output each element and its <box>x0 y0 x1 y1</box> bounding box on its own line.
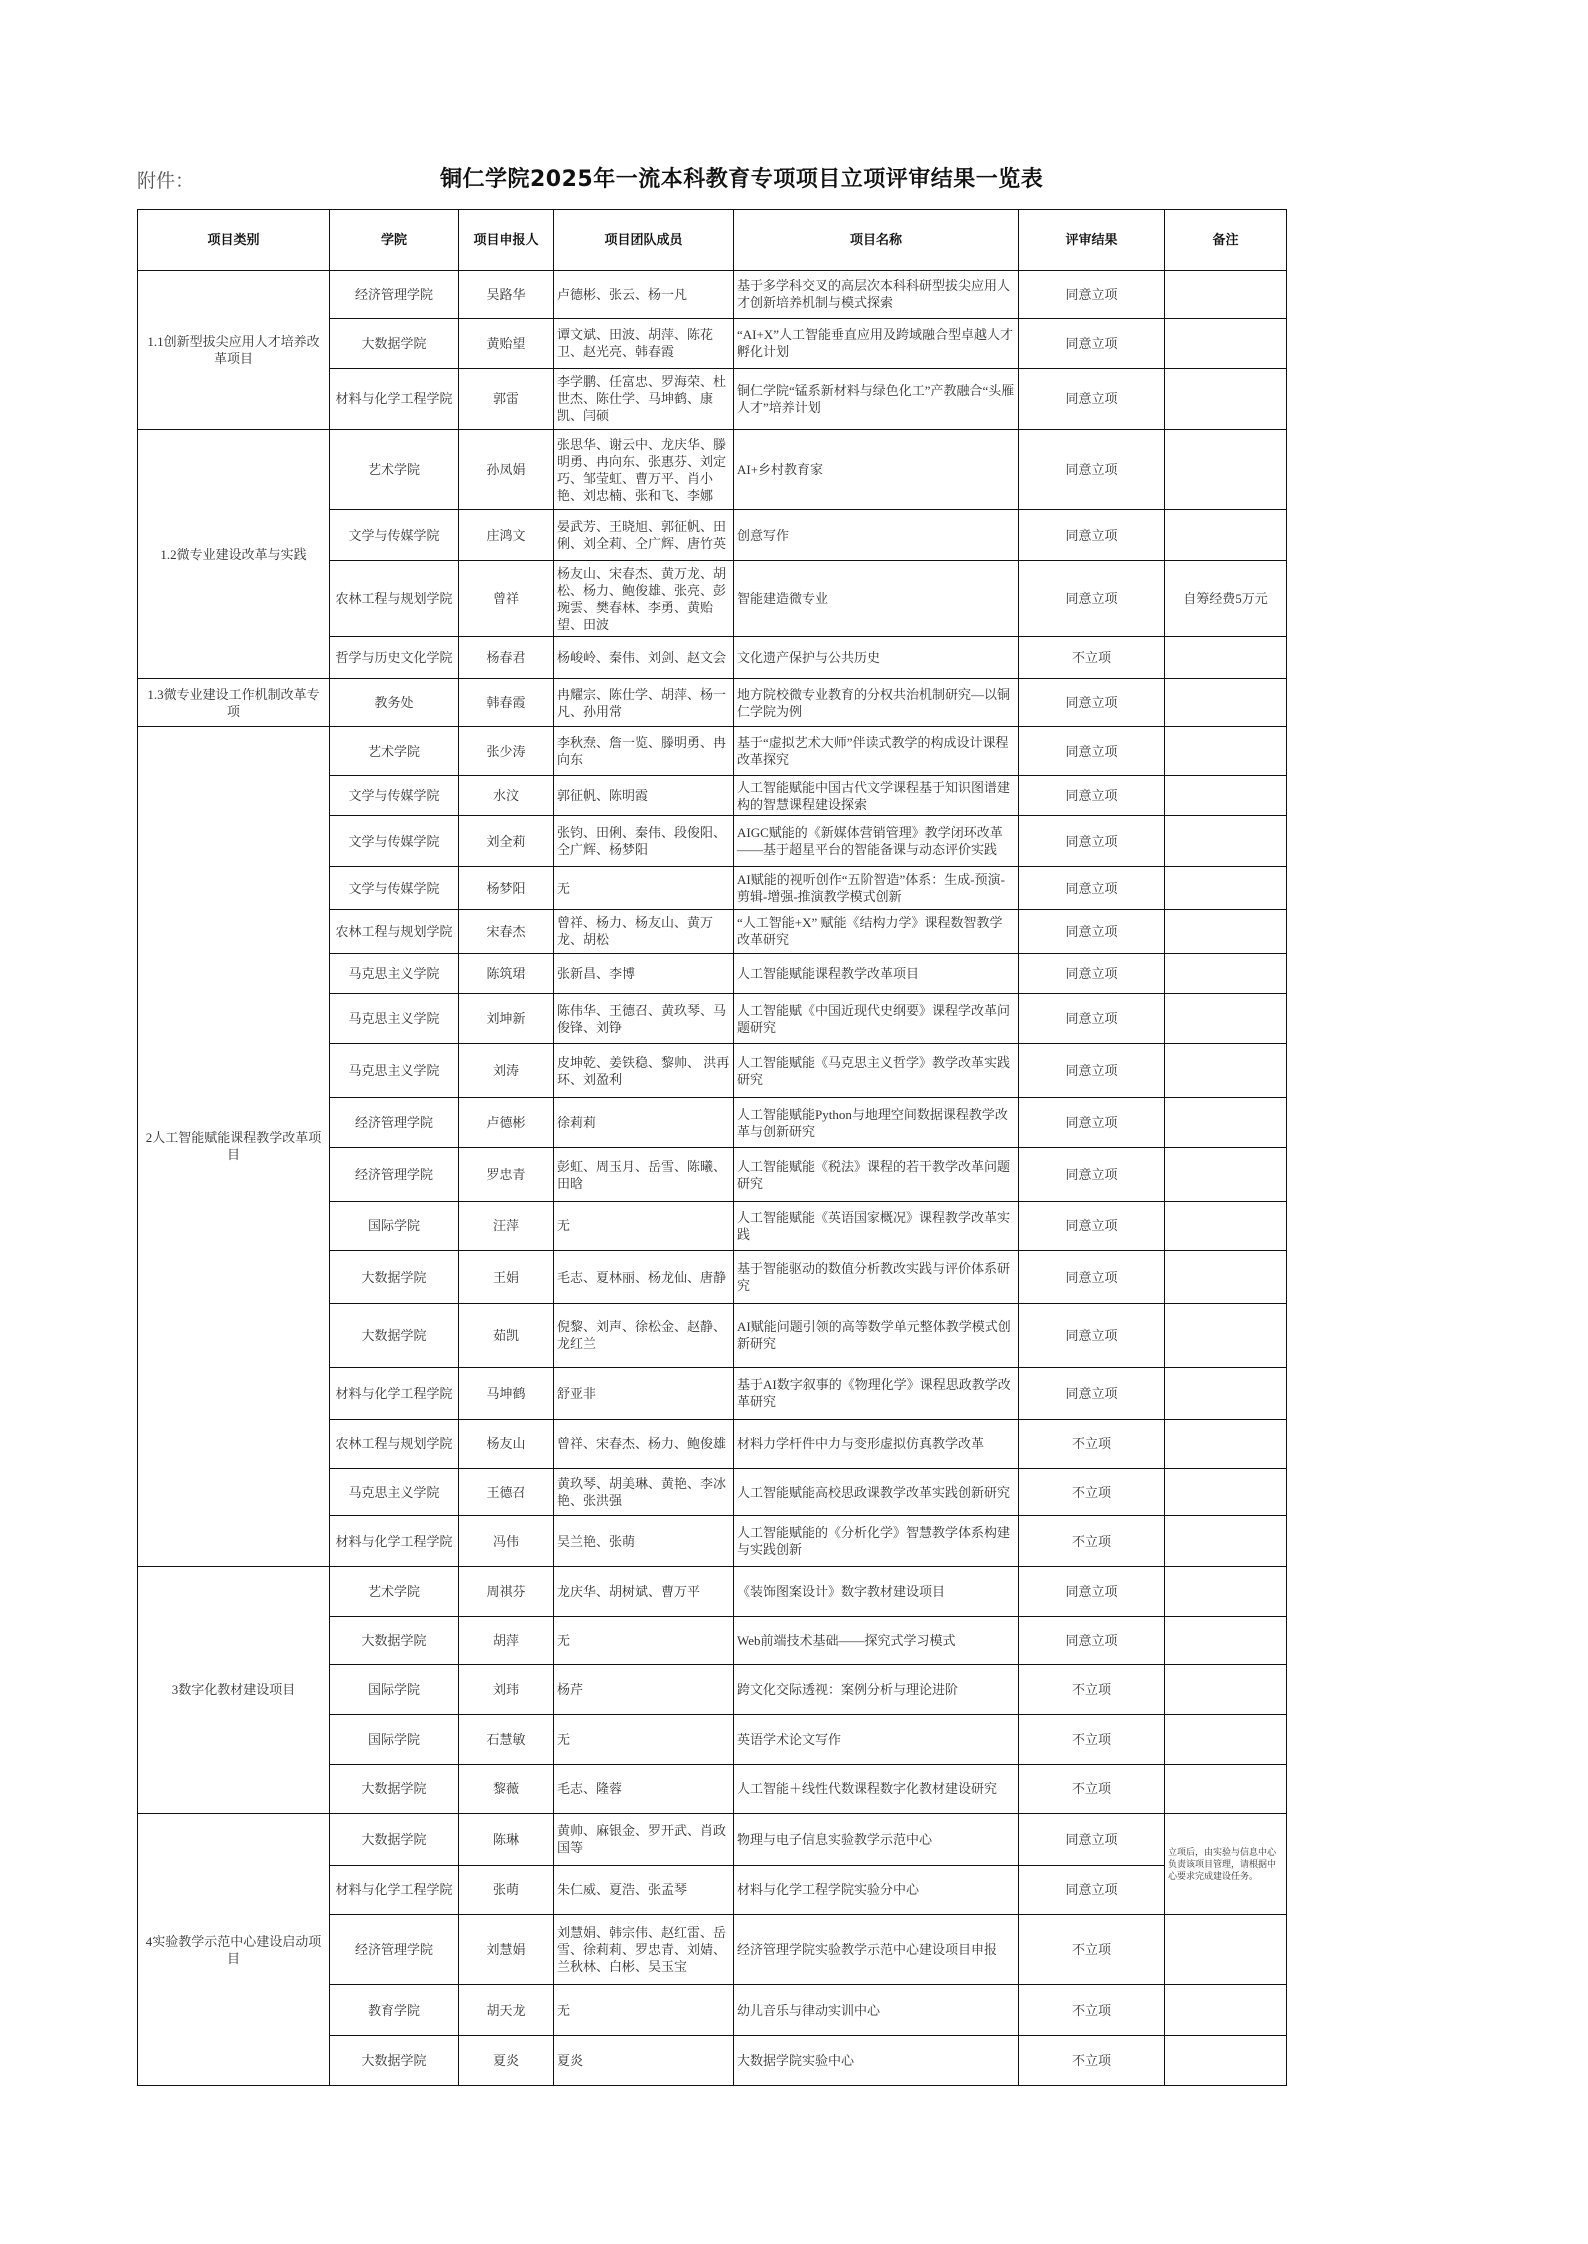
college-cell: 文学与传媒学院 <box>330 816 459 867</box>
members-cell: 李秋焘、詹一览、滕明勇、冉向东 <box>554 726 734 775</box>
note-cell <box>1165 910 1287 953</box>
college-cell: 经济管理学院 <box>330 271 459 319</box>
project-name-cell: 人工智能赋能《税法》课程的若干教学改革问题研究 <box>734 1148 1019 1201</box>
college-cell: 经济管理学院 <box>330 1097 459 1148</box>
project-name-cell: 铜仁学院“锰系新材料与绿色化工”产教融合“头雁人才”培养计划 <box>734 369 1019 430</box>
note-cell <box>1165 1617 1287 1665</box>
project-name-cell: 大数据学院实验中心 <box>734 2035 1019 2086</box>
page-title: 铜仁学院2025年一流本科教育专项项目立项评审结果一览表 <box>440 167 1044 192</box>
note-cell <box>1165 726 1287 775</box>
members-cell: 无 <box>554 1715 734 1764</box>
table-row <box>138 429 1287 510</box>
note-cell: 立项后，由实验与信息中心负责该项目管理，请根据中心要求完成建设任务。 <box>1165 1813 1287 1914</box>
members-cell: 毛志、夏林丽、杨龙仙、唐静 <box>554 1250 734 1303</box>
result-cell: 同意立项 <box>1019 1813 1165 1865</box>
members-cell: 黄玖琴、胡美琳、黄艳、李冰艳、张洪强 <box>554 1468 734 1516</box>
applicant-cell: 韩春霞 <box>459 679 554 727</box>
result-cell: 同意立项 <box>1019 1566 1165 1617</box>
result-cell: 同意立项 <box>1019 816 1165 867</box>
result-cell: 同意立项 <box>1019 1148 1165 1201</box>
result-cell: 同意立项 <box>1019 560 1165 637</box>
applicant-cell: 刘慧娟 <box>459 1914 554 1985</box>
applicant-cell: 胡天龙 <box>459 1985 554 2036</box>
result-cell: 同意立项 <box>1019 1201 1165 1250</box>
note-cell <box>1165 1367 1287 1419</box>
members-cell: 皮坤乾、姜铁稳、黎帅、 洪再环、刘盈利 <box>554 1044 734 1097</box>
category-cell: 1.1创新型拔尖应用人才培养改革项目 <box>138 271 330 430</box>
members-cell: 彭虹、周玉月、岳雪、陈曦、田晗 <box>554 1148 734 1201</box>
applicant-cell: 郭雷 <box>459 369 554 430</box>
result-cell: 同意立项 <box>1019 953 1165 993</box>
members-cell: 毛志、隆蓉 <box>554 1764 734 1813</box>
project-name-cell: 人工智能赋能《英语国家概况》课程教学改革实践 <box>734 1201 1019 1250</box>
members-cell: 张钧、田俐、秦伟、段俊阳、仝广辉、杨梦阳 <box>554 816 734 867</box>
note-cell <box>1165 318 1287 369</box>
applicant-cell: 黄贻望 <box>459 318 554 369</box>
result-cell: 同意立项 <box>1019 318 1165 369</box>
members-cell: 杨芹 <box>554 1664 734 1715</box>
college-cell: 艺术学院 <box>330 1566 459 1617</box>
header-note: 备注 <box>1165 210 1287 271</box>
table-row <box>138 679 1287 727</box>
header-applicant: 项目申报人 <box>459 210 554 271</box>
college-cell: 国际学院 <box>330 1715 459 1764</box>
members-cell: 张思华、谢云中、龙庆华、滕明勇、冉向东、张惠芬、刘定巧、邹莹虹、曹万平、肖小艳、刘忠楠、张和飞、李娜 <box>554 429 734 510</box>
members-cell: 无 <box>554 1201 734 1250</box>
result-cell: 同意立项 <box>1019 1617 1165 1665</box>
applicant-cell: 吴路华 <box>459 271 554 319</box>
college-cell: 教务处 <box>330 679 459 727</box>
result-cell: 不立项 <box>1019 637 1165 679</box>
members-cell: 晏武芳、王晓旭、郭征帆、田俐、刘全莉、仝广辉、唐竹英 <box>554 510 734 561</box>
members-cell: 朱仁威、夏浩、张孟琴 <box>554 1865 734 1914</box>
project-name-cell: 创意写作 <box>734 510 1019 561</box>
applicant-cell: 胡萍 <box>459 1617 554 1665</box>
applicant-cell: 宋春杰 <box>459 910 554 953</box>
college-cell: 经济管理学院 <box>330 1914 459 1985</box>
applicant-cell: 冯伟 <box>459 1516 554 1567</box>
project-name-cell: “AI+X”人工智能垂直应用及跨域融合型卓越人才孵化计划 <box>734 318 1019 369</box>
note-cell: 自筹经费5万元 <box>1165 560 1287 637</box>
note-cell <box>1165 816 1287 867</box>
note-cell <box>1165 1201 1287 1250</box>
result-cell: 不立项 <box>1019 1516 1165 1567</box>
result-cell: 同意立项 <box>1019 1044 1165 1097</box>
project-name-cell: 人工智能赋能中国古代文学课程基于知识图谱建构的智慧课程建设探索 <box>734 776 1019 816</box>
applicant-cell: 罗忠青 <box>459 1148 554 1201</box>
project-name-cell: 文化遗产保护与公共历史 <box>734 637 1019 679</box>
applicant-cell: 杨友山 <box>459 1419 554 1468</box>
project-name-cell: 经济管理学院实验教学示范中心建设项目申报 <box>734 1914 1019 1985</box>
category-cell: 4实验教学示范中心建设启动项目 <box>138 1813 330 2086</box>
note-cell <box>1165 679 1287 727</box>
college-cell: 马克思主义学院 <box>330 953 459 993</box>
applicant-cell: 刘涛 <box>459 1044 554 1097</box>
project-name-cell: 人工智能赋《中国近现代史纲要》课程学改革问题研究 <box>734 993 1019 1044</box>
header-project: 项目名称 <box>734 210 1019 271</box>
college-cell: 教育学院 <box>330 1985 459 2036</box>
college-cell: 材料与化学工程学院 <box>330 369 459 430</box>
members-cell: 郭征帆、陈明霞 <box>554 776 734 816</box>
project-name-cell: 人工智能赋能Python与地理空间数据课程教学改革与创新研究 <box>734 1097 1019 1148</box>
members-cell: 冉耀宗、陈仕学、胡萍、杨一凡、孙用常 <box>554 679 734 727</box>
result-cell: 同意立项 <box>1019 1367 1165 1419</box>
project-name-cell: 基于智能驱动的数值分析教改实践与评价体系研究 <box>734 1250 1019 1303</box>
table-row <box>138 1566 1287 1617</box>
note-cell <box>1165 1468 1287 1516</box>
members-cell: 刘慧娟、韩宗伟、赵红雷、岳雪、徐莉莉、罗忠青、刘婧、兰秋林、白彬、吴玉宝 <box>554 1914 734 1985</box>
project-name-cell: AI+乡村教育家 <box>734 429 1019 510</box>
applicant-cell: 张萌 <box>459 1865 554 1914</box>
college-cell: 农林工程与规划学院 <box>330 560 459 637</box>
note-cell <box>1165 993 1287 1044</box>
project-name-cell: 幼儿音乐与律动实训中心 <box>734 1985 1019 2036</box>
college-cell: 农林工程与规划学院 <box>330 1419 459 1468</box>
header-result: 评审结果 <box>1019 210 1165 271</box>
college-cell: 文学与传媒学院 <box>330 510 459 561</box>
members-cell: 徐莉莉 <box>554 1097 734 1148</box>
college-cell: 大数据学院 <box>330 2035 459 2086</box>
members-cell: 无 <box>554 1985 734 2036</box>
members-cell: 舒亚非 <box>554 1367 734 1419</box>
applicant-cell: 卢德彬 <box>459 1097 554 1148</box>
table-row <box>138 726 1287 775</box>
college-cell: 材料与化学工程学院 <box>330 1865 459 1914</box>
note-cell <box>1165 1914 1287 1985</box>
project-name-cell: Web前端技术基础——探究式学习模式 <box>734 1617 1019 1665</box>
note-cell <box>1165 1516 1287 1567</box>
applicant-cell: 陈琳 <box>459 1813 554 1865</box>
project-name-cell: 人工智能赋能高校思政课教学改革实践创新研究 <box>734 1468 1019 1516</box>
project-name-cell: 人工智能赋能课程教学改革项目 <box>734 953 1019 993</box>
note-cell <box>1165 1664 1287 1715</box>
members-cell: 无 <box>554 866 734 909</box>
members-cell: 吴兰艳、张萌 <box>554 1516 734 1567</box>
project-name-cell: 英语学术论文写作 <box>734 1715 1019 1764</box>
project-name-cell: 基于“虚拟艺术大师”伴读式教学的构成设计课程改革探究 <box>734 726 1019 775</box>
result-cell: 同意立项 <box>1019 1865 1165 1914</box>
applicant-cell: 刘玮 <box>459 1664 554 1715</box>
category-cell: 1.3微专业建设工作机制改革专项 <box>138 679 330 727</box>
result-cell: 不立项 <box>1019 2035 1165 2086</box>
note-cell <box>1165 1566 1287 1617</box>
header-college: 学院 <box>330 210 459 271</box>
category-cell: 1.2微专业建设改革与实践 <box>138 429 330 679</box>
members-cell: 李学鹏、任富忠、罗海荣、杜世杰、陈仕学、马坤鹤、康凯、闫硕 <box>554 369 734 430</box>
note-cell <box>1165 510 1287 561</box>
applicant-cell: 庄鸿文 <box>459 510 554 561</box>
result-cell: 同意立项 <box>1019 726 1165 775</box>
result-cell: 不立项 <box>1019 1715 1165 1764</box>
note-cell <box>1165 1044 1287 1097</box>
college-cell: 农林工程与规划学院 <box>330 910 459 953</box>
header-category: 项目类别 <box>138 210 330 271</box>
college-cell: 文学与传媒学院 <box>330 776 459 816</box>
college-cell: 艺术学院 <box>330 429 459 510</box>
applicant-cell: 王德召 <box>459 1468 554 1516</box>
note-cell <box>1165 429 1287 510</box>
result-cell: 不立项 <box>1019 1419 1165 1468</box>
college-cell: 哲学与历史文化学院 <box>330 637 459 679</box>
project-name-cell: 基于多学科交叉的高层次本科科研型拔尖应用人才创新培养机制与模式探索 <box>734 271 1019 319</box>
members-cell: 夏炎 <box>554 2035 734 2086</box>
members-cell: 杨峻岭、秦伟、刘剑、赵文会 <box>554 637 734 679</box>
applicant-cell: 刘坤新 <box>459 993 554 1044</box>
members-cell: 曾祥、宋春杰、杨力、鲍俊雄 <box>554 1419 734 1468</box>
result-cell: 同意立项 <box>1019 510 1165 561</box>
result-cell: 同意立项 <box>1019 910 1165 953</box>
project-name-cell: 人工智能赋能的《分析化学》智慧教学体系构建与实践创新 <box>734 1516 1019 1567</box>
college-cell: 大数据学院 <box>330 1764 459 1813</box>
result-cell: 不立项 <box>1019 1664 1165 1715</box>
members-cell: 无 <box>554 1617 734 1665</box>
note-cell <box>1165 1985 1287 2036</box>
college-cell: 经济管理学院 <box>330 1148 459 1201</box>
college-cell: 大数据学院 <box>330 318 459 369</box>
result-cell: 同意立项 <box>1019 993 1165 1044</box>
applicant-cell: 黎薇 <box>459 1764 554 1813</box>
college-cell: 马克思主义学院 <box>330 993 459 1044</box>
table-header-row <box>138 210 1287 271</box>
members-cell: 张新昌、李博 <box>554 953 734 993</box>
applicant-cell: 杨梦阳 <box>459 866 554 909</box>
result-cell: 同意立项 <box>1019 1250 1165 1303</box>
members-cell: 陈伟华、王德召、黄玖琴、马俊锋、刘铮 <box>554 993 734 1044</box>
applicant-cell: 马坤鹤 <box>459 1367 554 1419</box>
note-cell <box>1165 866 1287 909</box>
college-cell: 大数据学院 <box>330 1617 459 1665</box>
applicant-cell: 王娟 <box>459 1250 554 1303</box>
project-name-cell: AI赋能的视听创作“五阶智造”体系：生成-预演-剪辑-增强-推演教学模式创新 <box>734 866 1019 909</box>
college-cell: 材料与化学工程学院 <box>330 1367 459 1419</box>
project-name-cell: 人工智能＋线性代数课程数字化教材建设研究 <box>734 1764 1019 1813</box>
result-cell: 同意立项 <box>1019 271 1165 319</box>
note-cell <box>1165 271 1287 319</box>
result-cell: 同意立项 <box>1019 369 1165 430</box>
result-cell: 同意立项 <box>1019 776 1165 816</box>
college-cell: 文学与传媒学院 <box>330 866 459 909</box>
project-name-cell: AIGC赋能的《新媒体营销管理》教学闭环改革——基于超星平台的智能备课与动态评价实践 <box>734 816 1019 867</box>
project-name-cell: 物理与电子信息实验教学示范中心 <box>734 1813 1019 1865</box>
note-cell <box>1165 1764 1287 1813</box>
college-cell: 大数据学院 <box>330 1250 459 1303</box>
college-cell: 艺术学院 <box>330 726 459 775</box>
college-cell: 大数据学院 <box>330 1304 459 1368</box>
project-name-cell: 《装饰图案设计》数字教材建设项目 <box>734 1566 1019 1617</box>
result-cell: 同意立项 <box>1019 866 1165 909</box>
result-cell: 不立项 <box>1019 1468 1165 1516</box>
result-cell: 同意立项 <box>1019 429 1165 510</box>
project-name-cell: 材料力学杆件中力与变形虚拟仿真教学改革 <box>734 1419 1019 1468</box>
project-name-cell: 材料与化学工程学院实验分中心 <box>734 1865 1019 1914</box>
project-name-cell: AI赋能问题引领的高等数学单元整体教学模式创新研究 <box>734 1304 1019 1368</box>
applicant-cell: 刘全莉 <box>459 816 554 867</box>
result-cell: 不立项 <box>1019 1914 1165 1985</box>
applicant-cell: 汪萍 <box>459 1201 554 1250</box>
results-table <box>137 209 1287 2086</box>
college-cell: 马克思主义学院 <box>330 1044 459 1097</box>
project-name-cell: 地方院校微专业教育的分权共治机制研究—以铜仁学院为例 <box>734 679 1019 727</box>
note-cell <box>1165 369 1287 430</box>
applicant-cell: 孙凤娟 <box>459 429 554 510</box>
project-name-cell: 基于AI数字叙事的《物理化学》课程思政教学改革研究 <box>734 1367 1019 1419</box>
members-cell: 曾祥、杨力、杨友山、黄万龙、胡松 <box>554 910 734 953</box>
result-cell: 同意立项 <box>1019 1097 1165 1148</box>
attachment-label: 附件： <box>137 171 195 192</box>
note-cell <box>1165 1250 1287 1303</box>
members-cell: 龙庆华、胡树斌、曹万平 <box>554 1566 734 1617</box>
applicant-cell: 周祺芬 <box>459 1566 554 1617</box>
college-cell: 材料与化学工程学院 <box>330 1516 459 1567</box>
project-name-cell: 跨文化交际透视：案例分析与理论进阶 <box>734 1664 1019 1715</box>
members-cell: 黄帅、麻银金、罗开武、肖政国等 <box>554 1813 734 1865</box>
note-cell <box>1165 637 1287 679</box>
result-cell: 同意立项 <box>1019 679 1165 727</box>
members-cell: 倪黎、刘声、徐松金、赵静、龙红兰 <box>554 1304 734 1368</box>
project-name-cell: “人工智能+X” 赋能《结构力学》课程数智教学改革研究 <box>734 910 1019 953</box>
college-cell: 国际学院 <box>330 1201 459 1250</box>
applicant-cell: 张少涛 <box>459 726 554 775</box>
note-cell <box>1165 776 1287 816</box>
applicant-cell: 茹凯 <box>459 1304 554 1368</box>
result-cell: 同意立项 <box>1019 1304 1165 1368</box>
applicant-cell: 曾祥 <box>459 560 554 637</box>
result-cell: 不立项 <box>1019 1985 1165 2036</box>
project-name-cell: 人工智能赋能《马克思主义哲学》教学改革实践研究 <box>734 1044 1019 1097</box>
category-cell: 3数字化教材建设项目 <box>138 1566 330 1813</box>
note-cell <box>1165 1419 1287 1468</box>
category-cell: 2人工智能赋能课程教学改革项目 <box>138 726 330 1566</box>
header-members: 项目团队成员 <box>554 210 734 271</box>
members-cell: 卢德彬、张云、杨一凡 <box>554 271 734 319</box>
note-cell <box>1165 1097 1287 1148</box>
applicant-cell: 石慧敏 <box>459 1715 554 1764</box>
applicant-cell: 水汶 <box>459 776 554 816</box>
table-row <box>138 271 1287 319</box>
note-cell <box>1165 2035 1287 2086</box>
members-cell: 谭文斌、田波、胡萍、陈花卫、赵光亮、韩春霞 <box>554 318 734 369</box>
result-cell: 不立项 <box>1019 1764 1165 1813</box>
note-cell <box>1165 1715 1287 1764</box>
project-name-cell: 智能建造微专业 <box>734 560 1019 637</box>
members-cell: 杨友山、宋春杰、黄万龙、胡松、杨力、鲍俊雄、张亮、彭琬雲、樊春林、李勇、黄贻望、田波 <box>554 560 734 637</box>
college-cell: 马克思主义学院 <box>330 1468 459 1516</box>
note-cell <box>1165 1304 1287 1368</box>
note-cell <box>1165 1148 1287 1201</box>
college-cell: 国际学院 <box>330 1664 459 1715</box>
table-row <box>138 1813 1287 1865</box>
applicant-cell: 杨春君 <box>459 637 554 679</box>
college-cell: 大数据学院 <box>330 1813 459 1865</box>
note-cell <box>1165 953 1287 993</box>
applicant-cell: 夏炎 <box>459 2035 554 2086</box>
applicant-cell: 陈筑珺 <box>459 953 554 993</box>
